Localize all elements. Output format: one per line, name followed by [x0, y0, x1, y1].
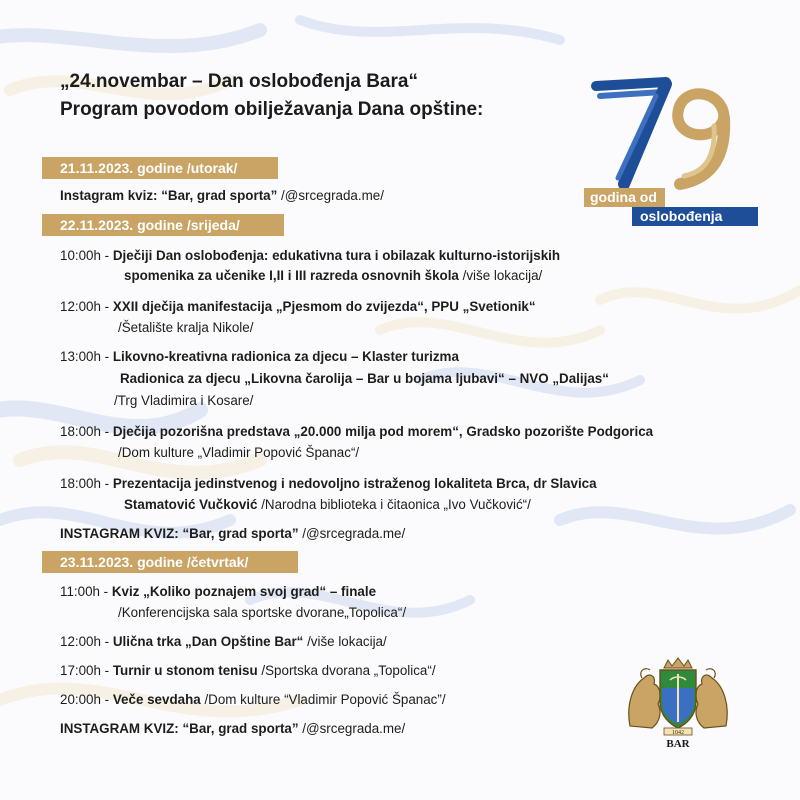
list-item — [60, 474, 597, 493]
item-title-continuation: spomenika za učenike I,II i III razreda osnovnih škola — [124, 268, 459, 283]
list-item-continuation — [124, 266, 542, 285]
item-time: 12:00h - — [60, 634, 113, 649]
item-time: 18:00h - — [60, 424, 113, 439]
list-item — [60, 422, 653, 441]
item-time: 12:00h - — [60, 299, 113, 314]
item-location: /Sportska dvorana „Topolica“/ — [257, 663, 436, 678]
list-item-continuation — [118, 318, 253, 337]
item-title: Likovno-kreativna radionica za djecu – Klaster turizma — [112, 349, 459, 364]
logo-number: 79 — [584, 66, 586, 67]
item-title: Veče sevdaha — [112, 692, 201, 707]
item-location: /@srcegrada.me/ — [298, 721, 406, 736]
list-item — [60, 347, 459, 366]
item-title: Instagram kviz: “Bar, grad sporta” — [60, 188, 278, 203]
item-location: /Dom kulture “Vladimir Popović Španac”/ — [200, 692, 446, 707]
item-title: Turnir u stonom tenisu — [112, 663, 258, 678]
item-time: 18:00h - — [60, 476, 113, 491]
item-title: XXII dječija manifestacija „Pjesmom do zvijezda“, PPU „Svetionik“ — [112, 299, 536, 314]
item-title-continuation: Stamatović Vučković — [124, 497, 258, 512]
date-bar-day-3: 23.11.2023. godine /četvrtak/ — [42, 551, 298, 573]
title-line-1: „24.novembar – Dan oslobođenja Bara“ — [60, 71, 418, 92]
item-title: Dječiji Dan oslobođenja: edukativna tura i obilazak kulturno-istorijskih — [112, 248, 561, 263]
coat-of-arms-label: BAR — [666, 738, 690, 750]
item-location: /Dom kulture „Vladimir Popović Španac“/ — [118, 445, 360, 460]
item-time: 20:00h - — [60, 692, 113, 707]
item-title: Ulična trka „Dan Opštine Bar“ — [112, 634, 304, 649]
item-location: /@srcegrada.me/ — [298, 526, 406, 541]
item-time: 11:00h - — [60, 584, 112, 599]
date-bar-day-2: 22.11.2023. godine /srijeda/ — [42, 214, 284, 236]
item-location: /@srcegrada.me/ — [277, 188, 384, 203]
item-location: /Narodna biblioteka i čitaonica „Ivo Vučković“/ — [257, 497, 531, 512]
list-item — [60, 186, 384, 205]
item-title-continuation: Radionica za djecu „Likovna čarolija – Bar u bojama ljubavi“ – NVO „Dalijas“ — [120, 371, 609, 386]
list-item — [60, 297, 536, 316]
logo-badge-blue: oslobođenja — [632, 207, 758, 226]
list-item — [60, 632, 387, 651]
page-title — [60, 68, 483, 124]
list-item — [60, 661, 436, 680]
list-item-continuation — [118, 443, 359, 462]
item-location: /Šetalište kralja Nikole/ — [118, 320, 254, 335]
list-item — [60, 246, 560, 265]
item-location: /više lokacija/ — [303, 634, 387, 649]
list-item-continuation — [118, 603, 406, 622]
item-time: 17:00h - — [60, 663, 113, 678]
item-title: Dječija pozorišna predstava „20.000 milja pod morem“, Gradsko pozorište Podgorica — [112, 424, 654, 439]
item-title: Prezentacija jedinstvenog i nedovoljno istraženog lokaliteta Brca, dr Slavica — [112, 476, 597, 491]
list-item — [60, 719, 405, 738]
item-location: /više lokacija/ — [458, 268, 543, 283]
list-item — [60, 524, 405, 543]
item-title: INSTAGRAM KVIZ: “Bar, grad sporta” — [60, 526, 299, 541]
coat-of-arms-icon — [622, 656, 734, 750]
coat-of-arms-year: 1042 — [672, 730, 684, 736]
logo-badge-gold: godina od — [584, 188, 665, 207]
list-item — [60, 582, 376, 601]
list-item-continuation — [124, 495, 531, 514]
item-location: /Konferencijska sala sportske dvorane„Topolica“/ — [118, 605, 407, 620]
list-item — [60, 690, 446, 709]
item-title: INSTAGRAM KVIZ: “Bar, grad sporta” — [60, 721, 299, 736]
item-time: 10:00h - — [60, 248, 113, 263]
title-line-2: Program povodom obilježavanja Dana opštine: — [60, 99, 484, 120]
item-time: 13:00h - — [60, 349, 113, 364]
date-bar-day-1: 21.11.2023. godine /utorak/ — [42, 157, 278, 179]
list-item-continuation — [120, 369, 609, 388]
item-title: Kviz „Koliko poznajem svoj grad“ – finale — [111, 584, 377, 599]
item-location: /Trg Vladimira i Kosare/ — [114, 393, 254, 408]
list-item-continuation — [114, 391, 253, 410]
